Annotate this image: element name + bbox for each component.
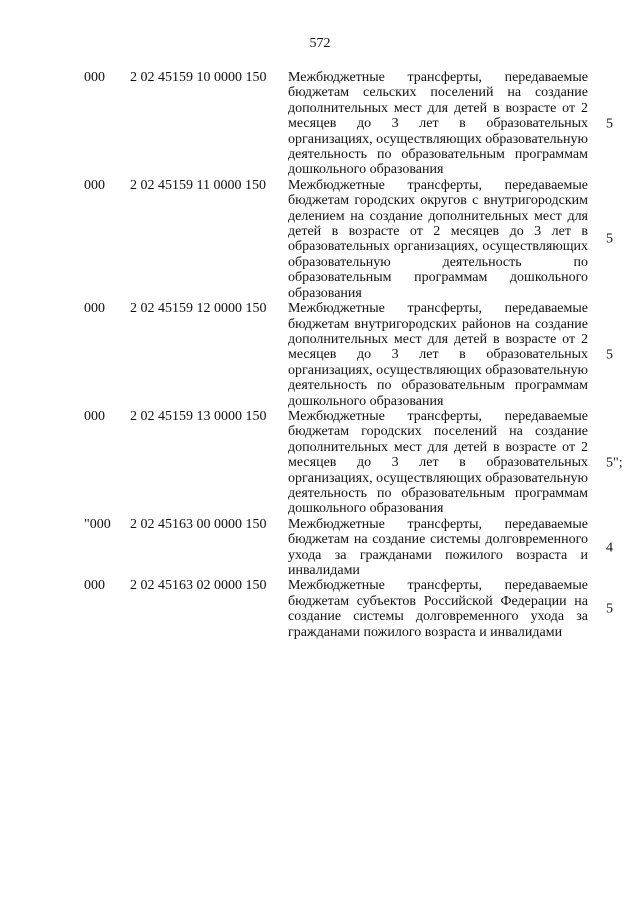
- row-value: 5: [606, 231, 613, 247]
- budget-classification-code: 2 02 45163 00 0000 150: [130, 516, 267, 532]
- admin-code: 000: [84, 70, 105, 85]
- row-description: Межбюджетные трансферты, передаваемые бюджетам городских округов с внутригородским делением на создание дополнительных мест для детей в возрасте от 2 месяцев до 3 лет в образовательных организациях, осуществляющих образовательную деятельность по образовательным программам дошкольного образования: [288, 177, 588, 301]
- table-row: [0, 409, 640, 517]
- row-value: 5";: [606, 455, 623, 471]
- admin-code: "000: [84, 516, 111, 532]
- budget-classification-code: 2 02 45159 13 0000 150: [130, 408, 267, 424]
- row-value: 5: [606, 116, 613, 132]
- row-description: Межбюджетные трансферты, передаваемые бюджетам городских поселений на создание дополнительных мест для детей в возрасте от 2 месяцев до 3 лет в образовательных организациях, осуществляющих образовательную деятельность по образовательным программам дошкольного образования: [288, 408, 588, 517]
- budget-classification-code: 2 02 45159 11 0000 150: [130, 177, 266, 193]
- row-value: 5: [606, 601, 613, 617]
- table-row: [0, 578, 640, 640]
- admin-code: 000: [84, 578, 105, 594]
- budget-classification-code: 2 02 45159 10 0000 150: [130, 70, 267, 85]
- row-description: Межбюджетные трансферты, передаваемые бюджетам внутригородских районов на создание дополнительных мест для детей в возрасте от 2 месяцев до 3 лет в образовательных организациях, осуществляющих образовательную деятельность по образовательным программам дошкольного образования: [288, 301, 588, 409]
- table-row: [0, 517, 640, 579]
- row-description: Межбюджетные трансферты, передаваемые бюджетам на создание системы долговременного ухода за гражданами пожилого возраста и инвалидами: [288, 516, 588, 578]
- table-row: [0, 301, 640, 409]
- table-row: [0, 178, 640, 301]
- table-row: [0, 70, 640, 178]
- row-value: 4: [606, 539, 613, 555]
- budget-classification-code: 2 02 45163 02 0000 150: [130, 578, 267, 594]
- admin-code: 000: [84, 301, 105, 317]
- budget-classification-code: 2 02 45159 12 0000 150: [130, 301, 267, 317]
- row-description: Межбюджетные трансферты, передаваемые бюджетам субъектов Российской Федерации на создание системы долговременного ухода за гражданами пожилого возраста и инвалидами: [288, 578, 588, 640]
- row-value: 5: [606, 347, 613, 363]
- budget-code-table: [0, 70, 640, 640]
- page-number: 572: [309, 36, 331, 51]
- row-description: Межбюджетные трансферты, передаваемые бюджетам сельских поселений на создание дополнительных мест для детей в возрасте от 2 месяцев до 3 лет в образовательных организациях, осуществляющих образовательную деятельность по образовательным программам дошкольного образования: [288, 70, 588, 178]
- admin-code: 000: [84, 177, 105, 193]
- admin-code: 000: [84, 408, 105, 424]
